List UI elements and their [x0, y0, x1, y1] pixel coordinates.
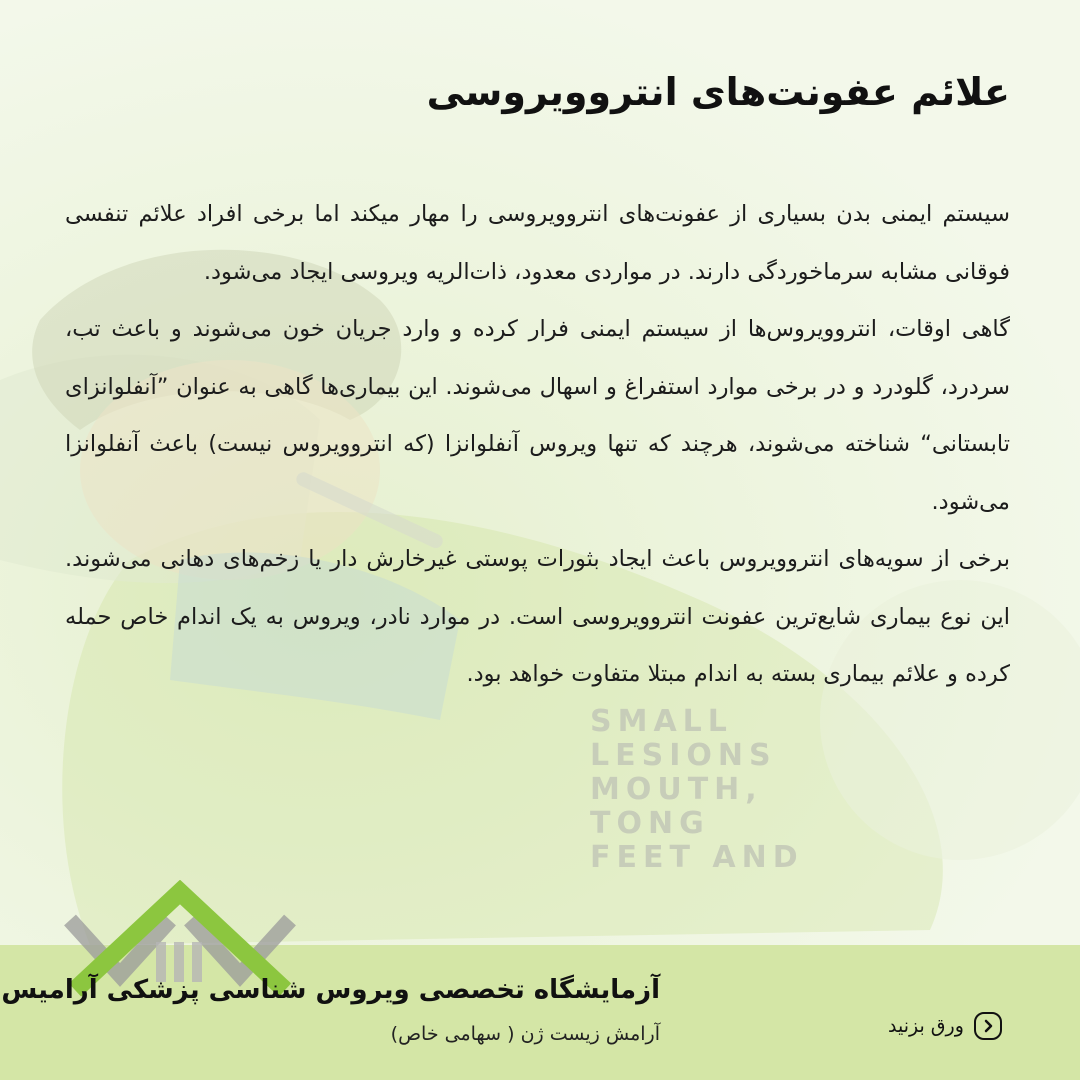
swipe-next-button[interactable]	[888, 1006, 1002, 1046]
paragraph: برخی از سویه‌های انتروویروس باعث ایجاد بثورات پوستی غیرخارش دار یا زخم‌های دهانی می‌شوند. این نوع بیماری شایع‌ترین عفونت انتروویروسی است. در موارد نادر، ویروس به یک اندام خاص حمله کرده و علائم بیماری بسته به اندام مبتلا متفاوت خواهد بود.	[65, 546, 1010, 687]
paragraph: سیستم ایمنی بدن بسیاری از عفونت‌های انتروویروسی را مهار میکند اما برخی افراد علائم تنفسی فوقانی مشابه سرماخوردگی دارند. در مواردی معدود، ذات‌الریه ویروسی ایجاد می‌شود.	[65, 201, 1010, 285]
swipe-label: ورق بزنید	[888, 1015, 964, 1037]
background-text-line: SMALL	[590, 704, 733, 739]
background-text-line: LESIONS	[590, 738, 777, 773]
background-text-line: MOUTH, TONG	[590, 772, 763, 841]
chevron-right-icon[interactable]	[974, 1012, 1002, 1040]
background-lesions-text	[590, 705, 890, 875]
article-body	[65, 186, 1010, 704]
paragraph: گاهی اوقات، انتروویروس‌ها از سیستم ایمنی فرار کرده و وارد جریان خون می‌شوند و باعث تب، سردرد، گلودرد و در برخی موارد استفراغ و اسهال می‌شوند. این بیماری‌ها گاهی به عنوان ”آنفلوانزای تابستانی“ شناخته می‌شوند، هرچند که تنها ویروس آنفلوانزا (که انتروویروس نیست) باعث آنفلوانزا می‌شود.	[65, 316, 1010, 515]
page-title: علائم عفونت‌های انتروویروسی	[426, 70, 1010, 114]
company-name: آرامش زیست ژن ( سهامی خاص)	[390, 1023, 660, 1045]
organization-name: آزمایشگاه تخصصی ویروس شناسی پزشکی آرامیس	[1, 975, 660, 1005]
background-text-line: FEET AND	[590, 840, 804, 875]
